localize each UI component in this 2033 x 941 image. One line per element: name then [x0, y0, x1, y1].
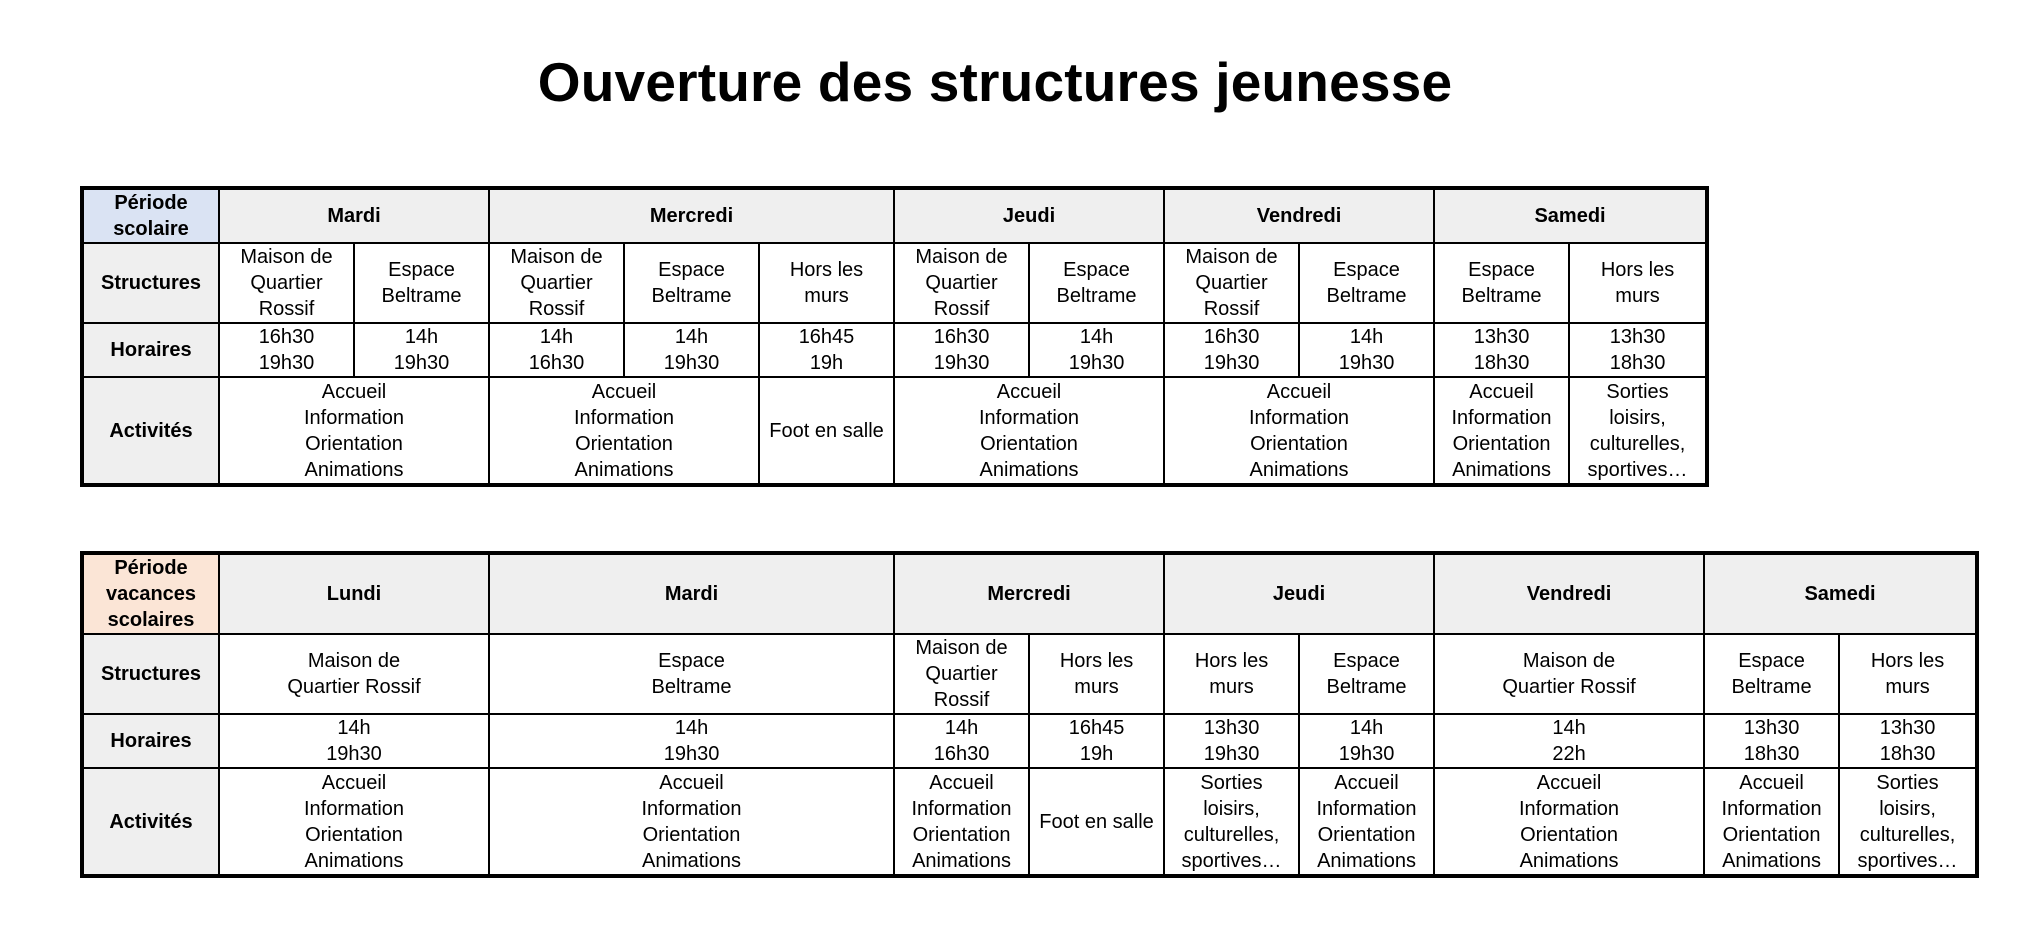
day-header: Jeudi — [894, 188, 1164, 243]
structure-cell: Maison de Quartier Rossif — [489, 243, 624, 323]
hours-cell: 14h 19h30 — [489, 714, 894, 768]
activities-cell: Accueil Information Orientation Animations — [894, 377, 1164, 485]
hours-cell: 13h30 18h30 — [1434, 323, 1569, 377]
structure-cell: Espace Beltrame — [1299, 634, 1434, 714]
day-header: Mardi — [219, 188, 489, 243]
holiday-period-label: Période vacances scolaires — [82, 553, 219, 634]
row-label-structures: Structures — [82, 634, 219, 714]
hours-cell: 14h 19h30 — [1029, 323, 1164, 377]
structure-cell: Hors les murs — [1839, 634, 1977, 714]
hours-cell: 14h 19h30 — [354, 323, 489, 377]
structure-cell: Maison de Quartier Rossif — [1434, 634, 1704, 714]
activities-cell: Accueil Information Orientation Animations — [219, 377, 489, 485]
day-header: Mercredi — [894, 553, 1164, 634]
activities-cell: Accueil Information Orientation Animations — [1434, 377, 1569, 485]
structure-cell: Espace Beltrame — [1704, 634, 1839, 714]
structure-cell: Espace Beltrame — [624, 243, 759, 323]
structure-cell: Espace Beltrame — [1299, 243, 1434, 323]
activities-cell: Accueil Information Orientation Animations — [894, 768, 1029, 876]
structure-cell: Espace Beltrame — [1434, 243, 1569, 323]
day-header: Samedi — [1704, 553, 1977, 634]
hours-cell: 14h 19h30 — [1299, 323, 1434, 377]
hours-cell: 13h30 18h30 — [1704, 714, 1839, 768]
structure-cell: Maison de Quartier Rossif — [894, 243, 1029, 323]
structure-cell: Hors les murs — [759, 243, 894, 323]
hours-cell: 14h 19h30 — [624, 323, 759, 377]
structure-cell: Maison de Quartier Rossif — [1164, 243, 1299, 323]
row-label-horaires: Horaires — [82, 714, 219, 768]
hours-cell: 13h30 18h30 — [1839, 714, 1977, 768]
structure-cell: Hors les murs — [1164, 634, 1299, 714]
activities-cell: Accueil Information Orientation Animations — [489, 768, 894, 876]
activities-cell: Foot en salle — [759, 377, 894, 485]
activities-cell: Accueil Information Orientation Animations — [1704, 768, 1839, 876]
hours-cell: 13h30 19h30 — [1164, 714, 1299, 768]
row-label-structures: Structures — [82, 243, 219, 323]
holiday-period-table — [80, 551, 1979, 878]
activities-cell: Accueil Information Orientation Animations — [1434, 768, 1704, 876]
day-header: Samedi — [1434, 188, 1707, 243]
hours-cell: 14h 16h30 — [894, 714, 1029, 768]
day-header: Lundi — [219, 553, 489, 634]
activities-cell: Accueil Information Orientation Animations — [489, 377, 759, 485]
structure-cell: Maison de Quartier Rossif — [894, 634, 1029, 714]
activities-cell: Sorties loisirs, culturelles, sportives… — [1839, 768, 1977, 876]
hours-cell: 14h 22h — [1434, 714, 1704, 768]
row-label-activites: Activités — [82, 768, 219, 876]
school-period-table — [80, 186, 1709, 487]
activities-cell: Sorties loisirs, culturelles, sportives… — [1164, 768, 1299, 876]
structure-cell: Espace Beltrame — [354, 243, 489, 323]
structure-cell: Espace Beltrame — [1029, 243, 1164, 323]
row-label-activites: Activités — [82, 377, 219, 485]
hours-cell: 16h45 19h — [1029, 714, 1164, 768]
page-title: Ouverture des structures jeunesse — [537, 51, 1453, 113]
day-header: Mercredi — [489, 188, 894, 243]
hours-cell: 16h30 19h30 — [1164, 323, 1299, 377]
activities-cell: Accueil Information Orientation Animations — [219, 768, 489, 876]
day-header: Mardi — [489, 553, 894, 634]
hours-cell: 13h30 18h30 — [1569, 323, 1707, 377]
hours-cell: 14h 19h30 — [1299, 714, 1434, 768]
school-period-label: Période scolaire — [82, 188, 219, 243]
structure-cell: Maison de Quartier Rossif — [219, 634, 489, 714]
structure-cell: Maison de Quartier Rossif — [219, 243, 354, 323]
structure-cell: Espace Beltrame — [489, 634, 894, 714]
day-header: Vendredi — [1434, 553, 1704, 634]
hours-cell: 16h30 19h30 — [894, 323, 1029, 377]
day-header: Jeudi — [1164, 553, 1434, 634]
day-header: Vendredi — [1164, 188, 1434, 243]
activities-cell: Foot en salle — [1029, 768, 1164, 876]
structure-cell: Hors les murs — [1029, 634, 1164, 714]
hours-cell: 16h30 19h30 — [219, 323, 354, 377]
row-label-horaires: Horaires — [82, 323, 219, 377]
hours-cell: 14h 19h30 — [219, 714, 489, 768]
activities-cell: Sorties loisirs, culturelles, sportives… — [1569, 377, 1707, 485]
activities-cell: Accueil Information Orientation Animations — [1299, 768, 1434, 876]
structure-cell: Hors les murs — [1569, 243, 1707, 323]
hours-cell: 16h45 19h — [759, 323, 894, 377]
hours-cell: 14h 16h30 — [489, 323, 624, 377]
activities-cell: Accueil Information Orientation Animations — [1164, 377, 1434, 485]
